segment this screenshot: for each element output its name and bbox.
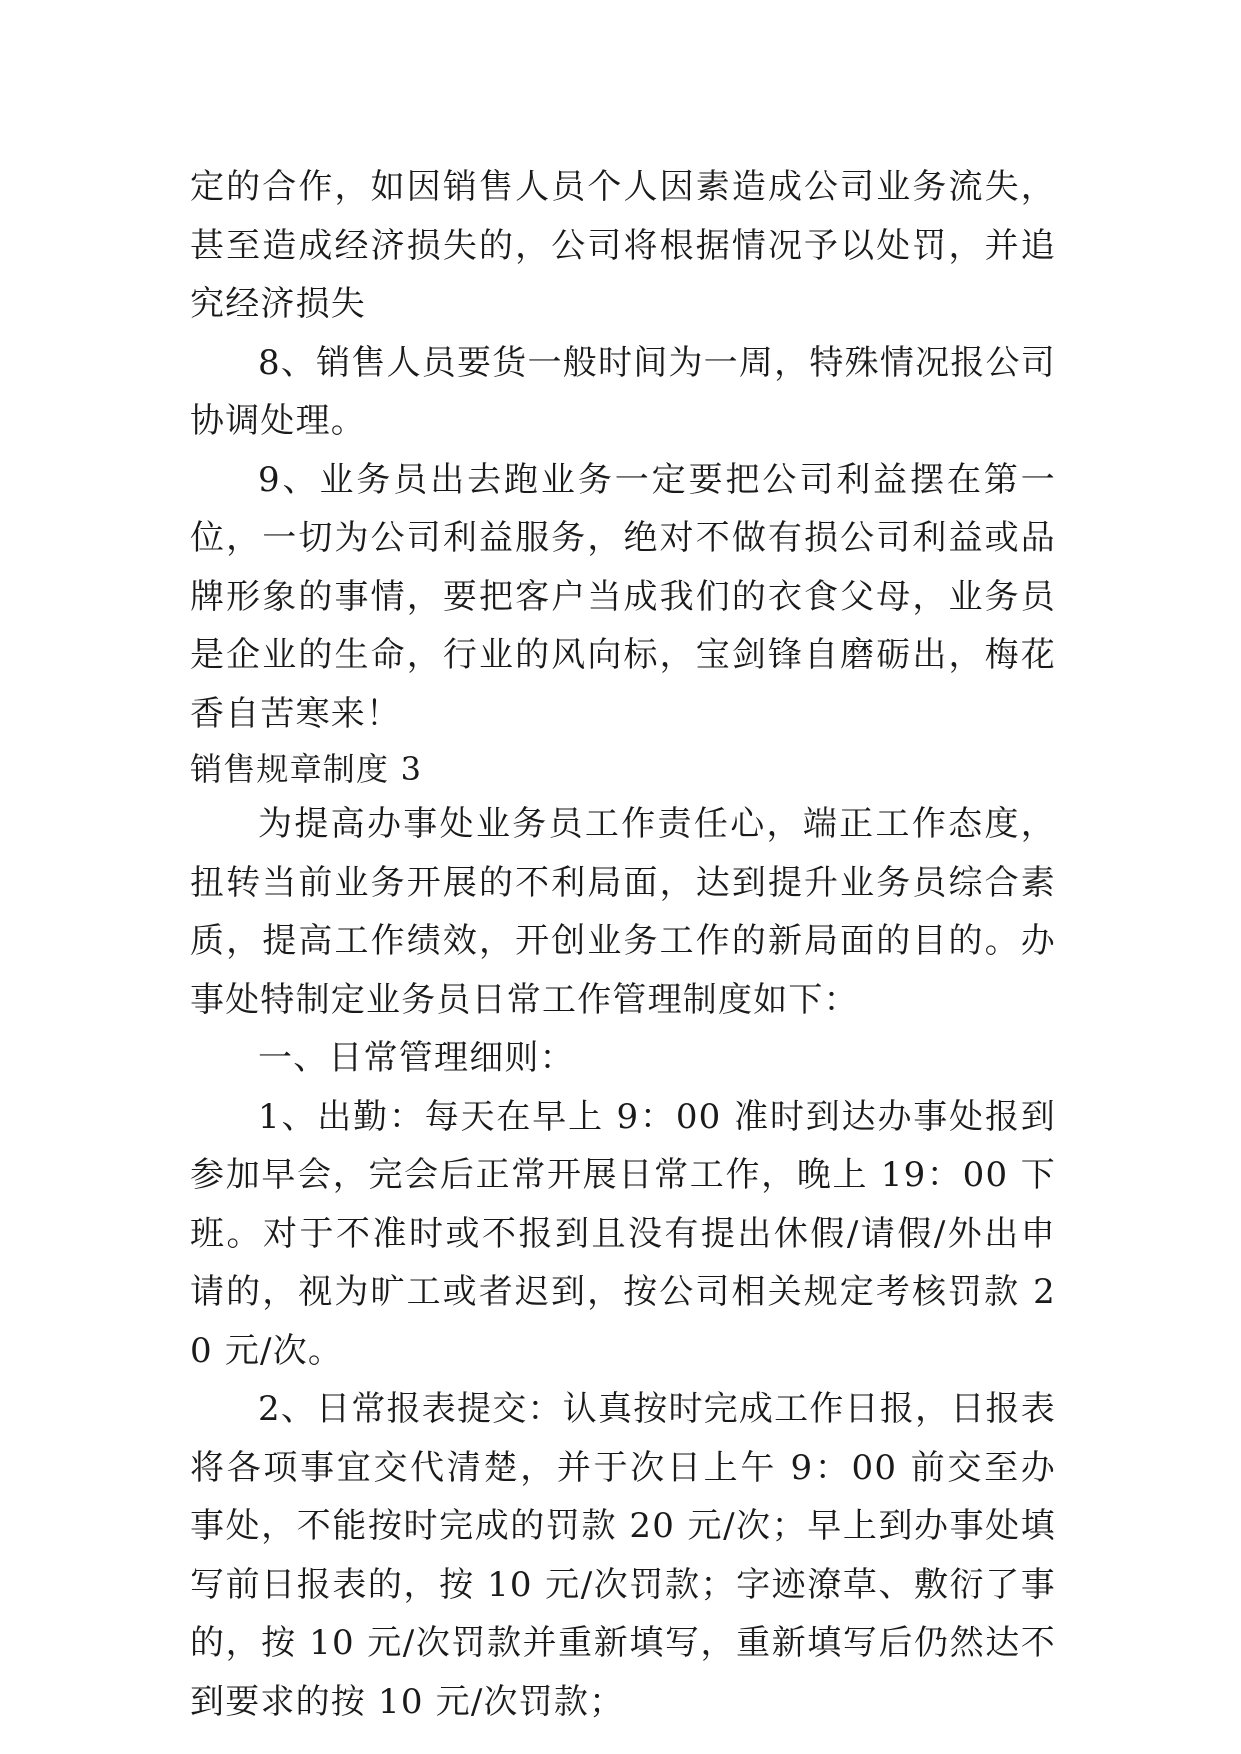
paragraph-subheading: 一、日常管理细则： — [258, 1038, 575, 1078]
section-title: 销售规章制度 3 — [190, 750, 423, 788]
document-body — [190, 158, 1056, 1731]
paragraph-continuation: 定的合作，如因销售人员个人因素造成公司业务流失，甚至造成经济损失的，公司将根据情况予以处罚，并追究经济损失 — [190, 167, 1056, 324]
paragraph-item-9: 9、业务员出去跑业务一定要把公司利益摆在第一位，一切为公司利益服务，绝对不做有损公司利益或品牌形象的事情，要把客户当成我们的衣食父母，业务员是企业的生命，行业的风向标，宝剑锋自磨砺出，梅花香自苦寒来！ — [190, 459, 1056, 734]
paragraph-attendance: 1、出勤：每天在早上 9：00 准时到达办事处报到参加早会，完会后正常开展日常工作，晚上 19：00 下班。对于不准时或不报到且没有提出休假/请假/外出申请的，视为旷工或者迟到，按公司相关规定考核罚款 20 元/次。 — [190, 1096, 1056, 1371]
paragraph-item-8: 8、销售人员要货一般时间为一周，特殊情况报公司协调处理。 — [190, 342, 1056, 441]
paragraph-intro: 为提高办事处业务员工作责任心，端正工作态度，扭转当前业务开展的不利局面，达到提升业务员综合素质，提高工作绩效，开创业务工作的新局面的目的。办事处特制定业务员日常工作管理制度如下： — [190, 804, 1056, 1020]
paragraph-reports: 2、日常报表提交：认真按时完成工作日报，日报表将各项事宜交代清楚，并于次日上午 9：00 前交至办事处，不能按时完成的罚款 20 元/次；早上到办事处填写前日报表的，按 10 元/次罚款；字迹潦草、敷衍了事的，按 10 元/次罚款并重新填写，重新填写后仍然达不到要求的按 10 元/次罚款； — [190, 1389, 1056, 1722]
